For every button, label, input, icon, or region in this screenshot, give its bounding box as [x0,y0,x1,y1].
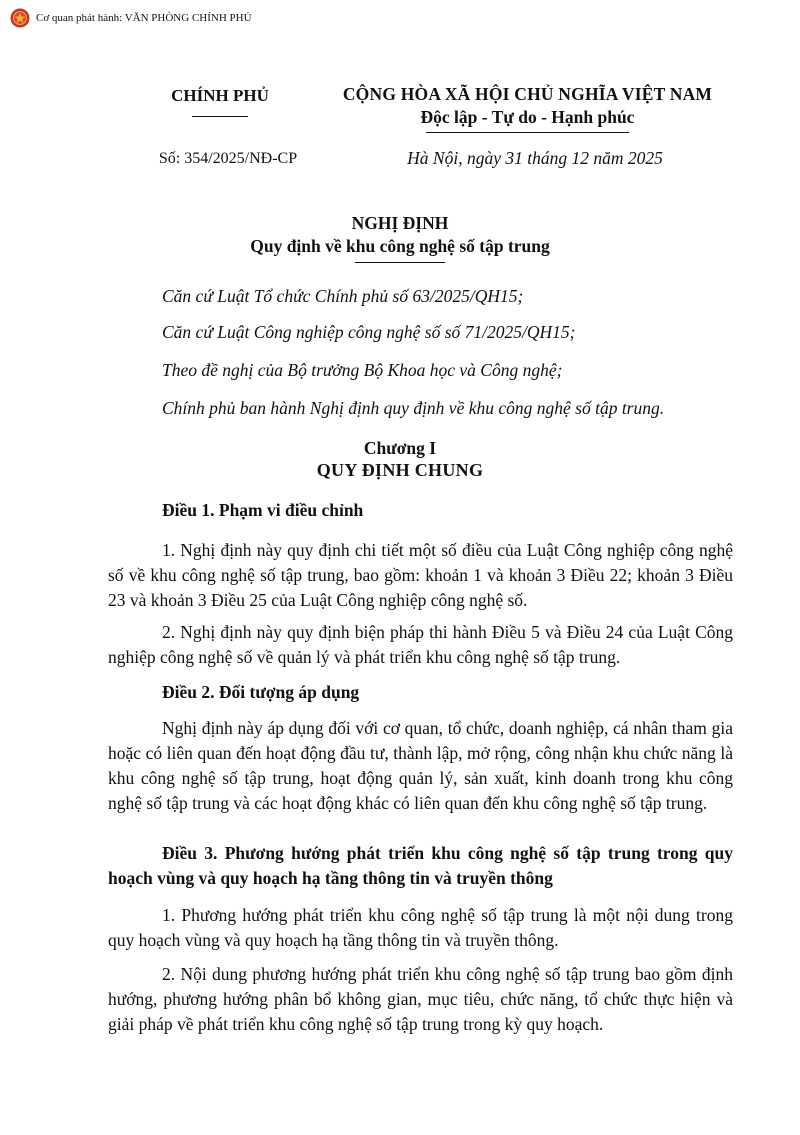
preamble-line: Căn cứ Luật Công nghiệp công nghệ số số 71/2025/QH15; [162,322,576,342]
document-type: NGHỊ ĐỊNH [351,213,449,233]
national-emblem-icon [10,8,30,28]
country-name: CỘNG HÒA XÃ HỘI CHỦ NGHĨA VIỆT NAM [342,84,713,104]
article-paragraph: 2. Nội dung phương hướng phát triển khu công nghệ số tập trung bao gồm định hướng, phương hướng phân bổ không gian, mục tiêu, chức năng, tổ chức thực hiện và giải pháp về phát triển khu công nghệ số tập trung trong kỳ quy hoạch. [108,964,733,1034]
article-heading: Điều 2. Đối tượng áp dụng [162,682,360,702]
motto-divider [426,132,629,133]
article-paragraph: 1. Nghị định này quy định chi tiết một số điều của Luật Công nghiệp công nghệ số về khu công nghệ số tập trung, bao gồm: khoản 1 và khoản 3 Điều 22; khoản 3 Điều 23 và khoản 3 Điều 25 của Luật Công nghiệp công nghệ số. [108,540,733,610]
publisher-label: Cơ quan phát hành: VĂN PHÒNG CHÍNH PHỦ [36,12,252,24]
preamble-line: Chính phủ ban hành Nghị định quy định về khu công nghệ số tập trung. [162,398,665,418]
preamble-line: Theo đề nghị của Bộ trưởng Bộ Khoa học và Công nghệ; [162,360,563,380]
document-subject: Quy định về khu công nghệ số tập trung [250,236,550,256]
article-heading: Điều 3. Phương hướng phát triển khu công nghệ số tập trung trong quy hoạch vùng và quy hoạch hạ tầng thông tin và truyền thông [108,843,733,888]
article-paragraph: 1. Phương hướng phát triển khu công nghệ số tập trung là một nội dung trong quy hoạch vùng và quy hoạch hạ tầng thông tin và truyền thông. [108,905,733,950]
chapter-title: QUY ĐỊNH CHUNG [316,460,484,480]
national-motto: Độc lập - Tự do - Hạnh phúc [420,107,635,127]
article-paragraph: 2. Nghị định này quy định biện pháp thi hành Điều 5 và Điều 24 của Luật Công nghiệp công nghệ số về quản lý và phát triển khu công nghệ số tập trung. [108,622,733,667]
chapter-number: Chương I [363,438,437,458]
document-number: Số: 354/2025/NĐ-CP [158,150,298,167]
publisher-line [10,8,252,28]
subject-divider [355,262,445,263]
issuer-name: CHÍNH PHỦ [171,86,269,105]
place-and-date: Hà Nội, ngày 31 tháng 12 năm 2025 [407,148,663,168]
article-heading: Điều 1. Phạm vi điều chỉnh [162,500,364,520]
issuer-divider [192,116,248,117]
preamble-line: Căn cứ Luật Tổ chức Chính phủ số 63/2025/QH15; [162,286,524,306]
article-paragraph: Nghị định này áp dụng đối với cơ quan, tổ chức, doanh nghiệp, cá nhân tham gia hoặc có liên quan đến hoạt động đầu tư, thành lập, mở rộng, công nhận khu chức năng là khu công nghệ số tập trung, hoạt động quản lý, sản xuất, kinh doanh trong khu công nghệ số tập trung và các hoạt động khác có liên quan đến khu công nghệ số tập trung. [108,718,733,813]
